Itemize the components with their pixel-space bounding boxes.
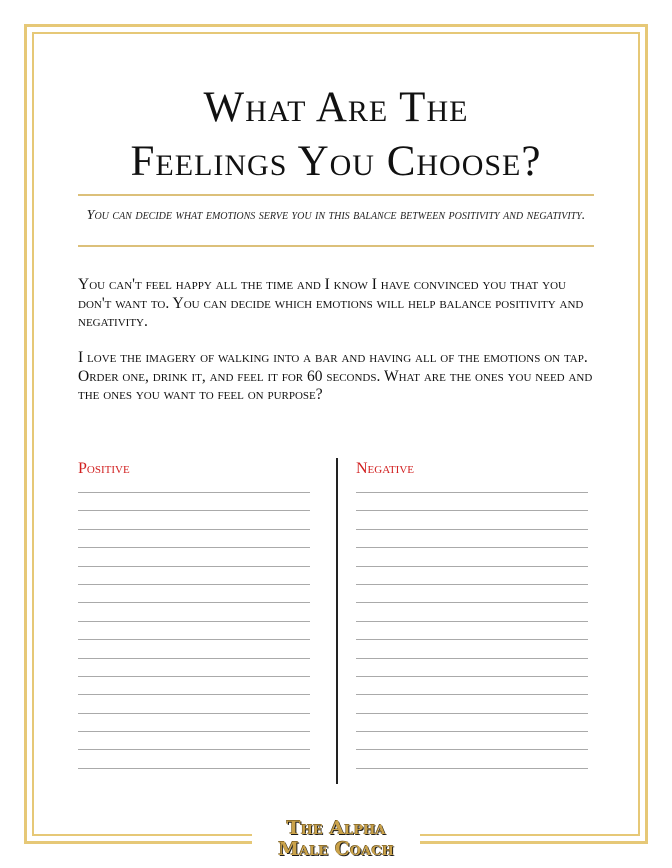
writing-line[interactable] [78, 566, 310, 567]
imagery-paragraph: I love the imagery of walking into a bar and having all of the emotions on tap. Order one, drink it, and feel it for 60 seconds. What are the ones you need and the ones you want to feel on purpose? [78, 349, 593, 403]
intro-paragraph: You can't feel happy all the time and I know I have convinced you that you don't want to. You can decide which emotions will help balance positivity and negativity. [78, 276, 584, 330]
writing-line[interactable] [356, 566, 588, 567]
writing-line[interactable] [356, 731, 588, 732]
writing-line[interactable] [356, 749, 588, 750]
writing-line[interactable] [356, 639, 588, 640]
negative-column-heading: Negative [356, 460, 414, 477]
writing-line[interactable] [78, 510, 310, 511]
brand-logo-line-1: The Alpha [286, 817, 386, 839]
negative-writing-lines[interactable] [356, 482, 588, 769]
subtitle-bottom-rule [78, 245, 594, 247]
writing-line[interactable] [78, 676, 310, 677]
subtitle: You can decide what emotions serve you in this balance between positivity and negativity. [86, 208, 586, 223]
writing-line[interactable] [78, 731, 310, 732]
writing-line[interactable] [78, 658, 310, 659]
page-title-line-2: Feelings You Choose? [130, 138, 542, 185]
writing-line[interactable] [78, 547, 310, 548]
writing-line[interactable] [78, 713, 310, 714]
writing-line[interactable] [356, 694, 588, 695]
positive-writing-lines[interactable] [78, 482, 310, 769]
writing-line[interactable] [356, 584, 588, 585]
subtitle-top-rule [78, 194, 594, 196]
writing-line[interactable] [78, 694, 310, 695]
writing-line[interactable] [356, 492, 588, 493]
page-title-line-1: What Are The [203, 84, 469, 131]
writing-line[interactable] [356, 658, 588, 659]
column-divider [336, 458, 338, 784]
writing-line[interactable] [356, 621, 588, 622]
writing-line[interactable] [78, 749, 310, 750]
brand-logo-line-2: Male Coach [278, 838, 394, 860]
writing-line[interactable] [78, 768, 310, 769]
brand-logo [252, 814, 420, 868]
writing-line[interactable] [356, 510, 588, 511]
positive-column-heading: Positive [78, 460, 130, 477]
writing-line[interactable] [356, 676, 588, 677]
writing-line[interactable] [78, 602, 310, 603]
writing-line[interactable] [78, 584, 310, 585]
writing-line[interactable] [78, 529, 310, 530]
writing-line[interactable] [78, 621, 310, 622]
writing-line[interactable] [78, 492, 310, 493]
writing-line[interactable] [356, 768, 588, 769]
writing-line[interactable] [356, 547, 588, 548]
writing-line[interactable] [356, 529, 588, 530]
writing-line[interactable] [356, 713, 588, 714]
writing-line[interactable] [356, 602, 588, 603]
writing-line[interactable] [78, 639, 310, 640]
